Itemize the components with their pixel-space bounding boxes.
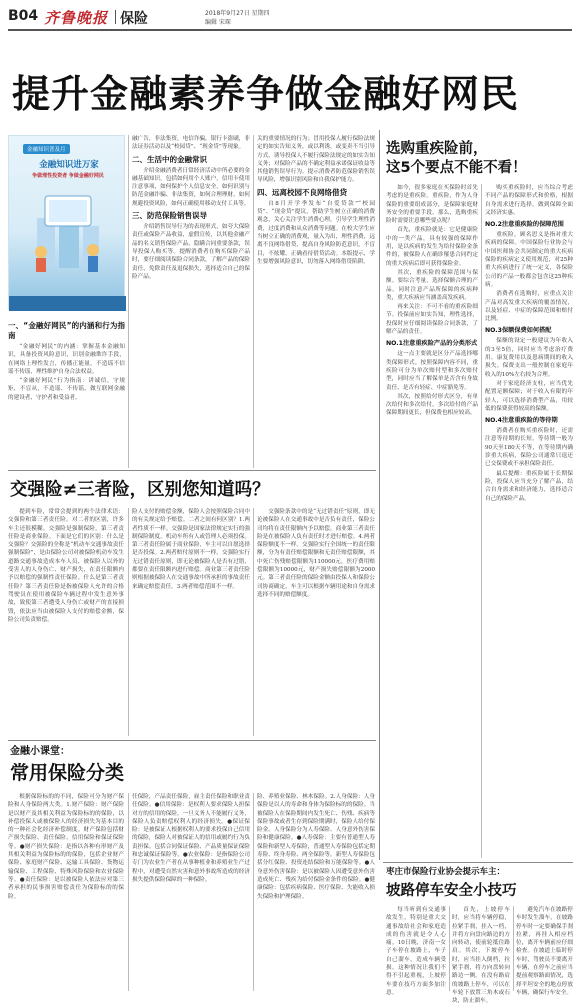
article5-kicker: 枣庄市保险行业协会提示车主： [386,867,506,877]
article2-title-line1: 选购重疾险前， [386,141,488,157]
section-heading-4: 四、远离校园不良网络借贷 [257,187,347,197]
promo-illustration [27,188,109,274]
column-divider [449,906,450,991]
article5-col3 [516,906,573,996]
paragraph: 首先，重疾险就是：它是健康险中的一类产品，具有较强的保障作用，是以疾病的发生为给付保险金条件的，被保险人在确诊罹患合同约定的重大疾病后即可获得保险金。 [386,227,478,267]
header-editor: 编辑 宋琛 [205,19,231,26]
article4-col2 [132,793,250,991]
column-divider [253,793,254,991]
paragraph: 每当听到有交通事故发生，特别是重大交通事故给社会和家庭造成的伤害就是令人心痛。10日晚，济南一女子车停在坡路上，车子自己溜车，造成车辆受损。这种情况让我们不得不引起重视，上坡停车要在技巧方面多加注意。 [386,907,446,996]
paragraph: 自8月开学季发布“自爱贷款”“校园贷”、“现金贷”提议，帮助学生树立正确的消费观念，关心关注学生消费心理，引导学生理性消费，过度消费和从众消费等问题。在校大学生应当树立正确的消费观，量入为出，理性消费，远离不良网络借贷，提高自身风险防范意识，不盲目，不炫耀，正确看待借贷活动。本版提示，学生要增强风险意识，切勿落入网络借贷陷阱。 [257,200,375,265]
column-divider [379,130,380,860]
paragraph: 其次，按照给付形式区分，有单次给付和多次给付。多次给付的产品保障期间更长，但保费也相应较高。 [386,393,478,417]
article1-col1 [8,318,125,468]
subheading-no4: NO.4注意重疾险的等待期 [485,417,558,425]
column-divider [513,906,514,991]
header-rule [8,29,572,31]
promo-poster [8,135,125,310]
paragraph: 避免汽车在坡路停车时发生溜车，在坡路停车时一定要确保手刹拉紧，再挂入相应档位，离开车辆前应仔细检查。在坡道上临时停车时，驾驶员不要离开车辆，在停车之前应当提前观察路面情况，选择平坦安全的地点停放车辆，确保行车安全。 [516,907,573,996]
paragraph: 介绍金融消费者日常经济活动中所必要的金融基础知识，包括如何用个人账户，信用卡使用注意事项，如何保护个人信息安全，如何识别与防范金融诈骗、非法集资，如何合理理财，如何规避投资风险，如何正确使用移动支付工具等。 [132,167,250,207]
paragraph: 购买重疾险时，应当综合考虑不同产品的保障形式和价格，根据自身需求进行选择，做到保障全面又经济实惠。 [485,185,573,216]
section-name: 保险 [120,11,148,27]
paragraph: 首先，上坡停车时，应当将车辆停稳，拉紧手刹，挂入一档，并将方向盘向路边的方向转动，使前轮抵住路肩。其次，下坡停车时，应当挂入倒档，拉紧手刹，将方向盘转向路边一侧。在没有路肩的坡路上停车，可以在车轮下放置三角木或石块，防止溜车。 [452,907,510,1005]
paragraph: 根据保险标的的不同，保险可分为财产保险和人身保险两大类。1.财产保险：财产保险是以财产及其相关利益为保险标的的保险，以补偿投保人或被保险人的经济损失为基本目的的一种社会化经济补偿制度。财产保险包括财产损失保险、责任保险、信用保险和保证保险等。●财产损失保险：是指以各种有形财产及其相关利益为保险标的的保险，包括企业财产保险、家庭财产保险、运输工具保险、货物运输保险、工程保险、特殊风险保险和农业保险等。●责任保险：是以被保险人依法应对第三者承担的民事损害赔偿责任为保险标的的保险。 [8,794,124,900]
article2-title [386,140,571,178]
promo-footer-bar [9,296,126,311]
article4-kicker: 金融小课堂： [10,746,70,757]
main-headline: 提升金融素养争做金融好网民 [12,72,520,116]
section-heading-3: 三、防范保险销售误导 [132,211,207,221]
article3-title: 交强险≠三者险，区别您知道吗？ [10,480,270,500]
paragraph: 最后提醒：重疾险属于长期保险，投保人应当充分了解产品，结合自身需求和经济能力，选择适合自己的保险产品。 [485,470,573,502]
promo-badge: 金融知识普及月 [23,144,70,154]
section-rule [8,740,376,741]
paragraph: 这一点主要就是区分产品选择哪类保障形式。按照保障内容不同，重疾险可分为单次赔付型和多次赔付型，同时应当了解保单是否含有身故责任、是否有轻症、中症豁免等。 [386,351,478,391]
paragraph: 消费者在选购时，应重点关注产品对高发重大疾病的覆盖情况，以及轻症、中症的保障范围和赔付比例。 [485,291,573,323]
section-heading-1: 一、“金融好网民”的内涵和行为指南 [8,321,125,340]
paragraph: 再来关注：不可不看的重疾险细节。投保前应如实告知，理性选择，投保时应仔细阅读保险合同条款，了解产品的责任。 [386,304,478,336]
column-divider [128,508,129,736]
article4-col3 [257,793,375,991]
column-divider [253,508,254,736]
article1-col2 [132,135,250,468]
subheading-no3: NO.3保额保费如何搭配 [485,327,552,335]
article5-col2 [452,906,510,1005]
article5-col1 [386,906,446,996]
header-date: 2018年9月27日 星期四 [205,10,270,17]
article1-col3 [257,135,375,468]
subheading-no2: NO.2注意重疾险的保障范围 [485,221,564,229]
paragraph: 如今，很多家庭在买保险时首先考虑的是重疾险。重疾险，作为人身保险的重要组成部分，是保障家庭财务安全的重要手段。那么，选购重疾险时需要注意哪些要点呢？ [386,185,478,225]
promo-subtitle: 争做理性投资者 争做金融好网民 [32,173,104,179]
paragraph: 提到车险，常常会提到的两个法律术语：交强险和第三者责任险。对二者的区别，许多车主还很模糊。交强险是强制保险，第三者责任险是商业保险。下面是它们的区别：什么是交强险？交强险的全称是“机动车交通事故责任强制保险”，是由保险公司对被保险机动车发生道路交通事故造成本车人员、被保险人以外的受害人的人身伤亡、财产损失，在责任限额内予以赔偿的强制性责任保险。什么是第三者责任险？第三者责任险是指被保险人允许的合格驾驶员在使用被保险车辆过程中发生意外事故，致使第三者遭受人身伤亡或财产的直接损毁，依法应当由被保险人支付的赔偿金额，保险公司负责赔偿。 [8,509,124,623]
paragraph: 关的重要情况的行为；冒用投保人履行保险法规定的如实告知义务，或以利诱，或变卖不当引导方式，诱导投保人不履行保险法规定的如实告知义务；对保险产品的不确定利益承诺保证收益等其他销售误导行为。提示消费者防范保险销售误导风险，增强识别风险和自我保护能力。 [257,136,375,184]
paragraph: 介绍销售误导行为的表现形式，如夸大保险责任或保险产品收益，虚假宣传，以其他金融产品的名义销售保险产品，隐瞒合同重要条款，误导投保人购买等。提醒消费者在购买保险产品时，要仔细阅读保险合同条款，了解产品的保险责任、免除责任及退保损失，选择适合自己的保险产品。 [132,224,250,280]
article2-col2 [485,184,573,858]
paragraph: “金融好网民”的内涵：掌握基本金融知识，具备投资风险意识，识别金融欺诈手段，在网络上理性发言，传播正能量，不造谣不信谣不传谣，理性维护自身合法权益。 [8,344,125,375]
article5-title: 坡路停车安全小技巧 [386,883,517,899]
column-divider [128,793,129,991]
paragraph: 险人支付的赔偿金额，保险人会按照保险合同中的有关规定给予赔偿。二者之间有何区别？1.两者性质不一样。交强险是国家法律规定实行的强制保险制度，机动车所有人或管理人必须投保。第三者责任险属于商业保险，车主可以自愿选择是否投保。2.两者赔付原则不一样。交强险实行无过错责任原则，即无论被保险人是否有过错，都要在责任限额内进行赔偿。商业第三者责任险则根据被保险人在交通事故中所承担的事故责任来确定赔偿责任。3.两者赔偿范围不一样。 [132,509,250,590]
header-divider [115,10,116,24]
column-divider [481,184,482,858]
paragraph: 保额的设定一般建议为年收入的3至5倍，同时应当考虑治疗费用、康复费用以及患病期间的收入损失。保费支出一般控制在家庭年收入的10%左右较为合理。 [485,338,573,378]
paragraph: “金融好网民”行为指南：讲诚信，守规矩，不盲从，不造谣、不传谣，做互联网金融的建设者、守护者和受益者。 [8,378,125,401]
paragraph: 其次，重疾险的保障范围与保额。要综合考量，选择保额合理的产品，同时注意产品所保障的疾病种类，重大疾病应当涵盖高发疾病。 [386,269,478,301]
paragraph: 任保险，产品责任保险，雇主责任保险和职业责任保险。●信用保险：是权利人要求保险人担保对方的信用的保险，一旦义务人不能履行义务，保险人负责赔偿权利人的经济损失。●保证保险：是被保证人根据权利人的要求投保自己信用的保险，保险人对被保证人的信用或履约行为负责担保。包括合同保证保险、产品质量保证保险和忠诚保证保险等。●农业保险：是指保险公司专门为农业生产者在从事种植业和养殖业生产过程中，对遭受自然灾害和意外事故所造成的经济损失提供保险保障的一种保险。 [132,794,250,883]
column-divider [128,135,129,468]
promo-title: 金融知识进万家 [39,160,99,170]
article3-col3 [257,508,375,736]
article4-col1 [8,793,124,991]
masthead-logo: 齐鲁晚报 [44,9,109,27]
paragraph: 交强险条款中的是“无过错责任”原则，即无论被保险人在交通事故中是否负有责任，保险公司均将在责任限额内予以赔偿。商业第三者责任险是在被保险人负有责任时才进行赔偿。4.两者保险额度不一样。交强险实行全国统一的责任限额，分为有责任赔偿限额和无责任赔偿限额，其中死亡伤残赔偿限额为110000元，医疗费用赔偿限额为10000元，财产损失赔偿限额为2000元。第三者责任险的保险金额由投保人和保险公司协商确定，车主可以根据车辆用途和自身需求选择不同的赔偿额度。 [257,509,375,598]
paragraph: 对于家庭经济支柱，应当优先配置足额保障；对于收入有限的年轻人，可以选择消费型产品，用较低的保费获得较高的保额。 [485,380,573,412]
article3-col1 [8,508,124,736]
paragraph: 险、养殖业保险、林木保险。2.人身保险：人身保险是以人的寿命和身体为保险标的的保险。当被保险人在保险期间内发生死亡、伤残、疾病等保险事故或者生存到保险期满时，保险人给付保险金。人身保险分为人寿保险、人身意外伤害保险和健康保险。●人寿保险：主要有普通型人寿保险和新型人寿保险，普通型人寿保险包括定期寿险、终身寿险、两全保险等，新型人寿保险包括分红保险、投资连结保险和万能保险等。●人身意外伤害保险：是以被保险人因遭受意外伤害造成死亡、残疾为给付保险金条件的保险。●健康保险：包括疾病保险、医疗保险、失能收入损失保险和护理保险。 [257,794,375,900]
section-rule [383,862,573,863]
article3-col2 [132,508,250,736]
section-heading-2: 二、生活中的金融常识 [132,154,207,164]
section-rule [8,470,376,471]
page-code: B04 [8,8,39,24]
article2-title-line2: 这5个要点不能不看！ [386,160,527,176]
subheading-no1: NO.1注意重疾险产品的分类形式 [386,340,478,348]
paragraph: 重疾险，顾名思义是指对重大疾病的保障。中国保险行业协会与中国医师协会共同制定的重大疾病保险的疾病定义使用规范，对25种重大疾病进行了统一定义，各保险公司的产品一般都会包含这25种疾病。 [485,232,573,288]
article4-title: 常用保险分类 [10,762,125,784]
paragraph: 消费者在购买重疾险时，还需注意等待期的长短。等待期一般为90天至180天不等，在等待期内确诊重大疾病，保险公司通常只退还已交保费或不承担保险责任。 [485,428,573,468]
paragraph: 融广告，非法集资，电信诈骗，银行卡盗刷，非法证券活动以及“校园贷”、“现金贷”等现象。 [132,136,250,151]
article2-col1 [386,184,478,858]
column-divider [253,135,254,468]
